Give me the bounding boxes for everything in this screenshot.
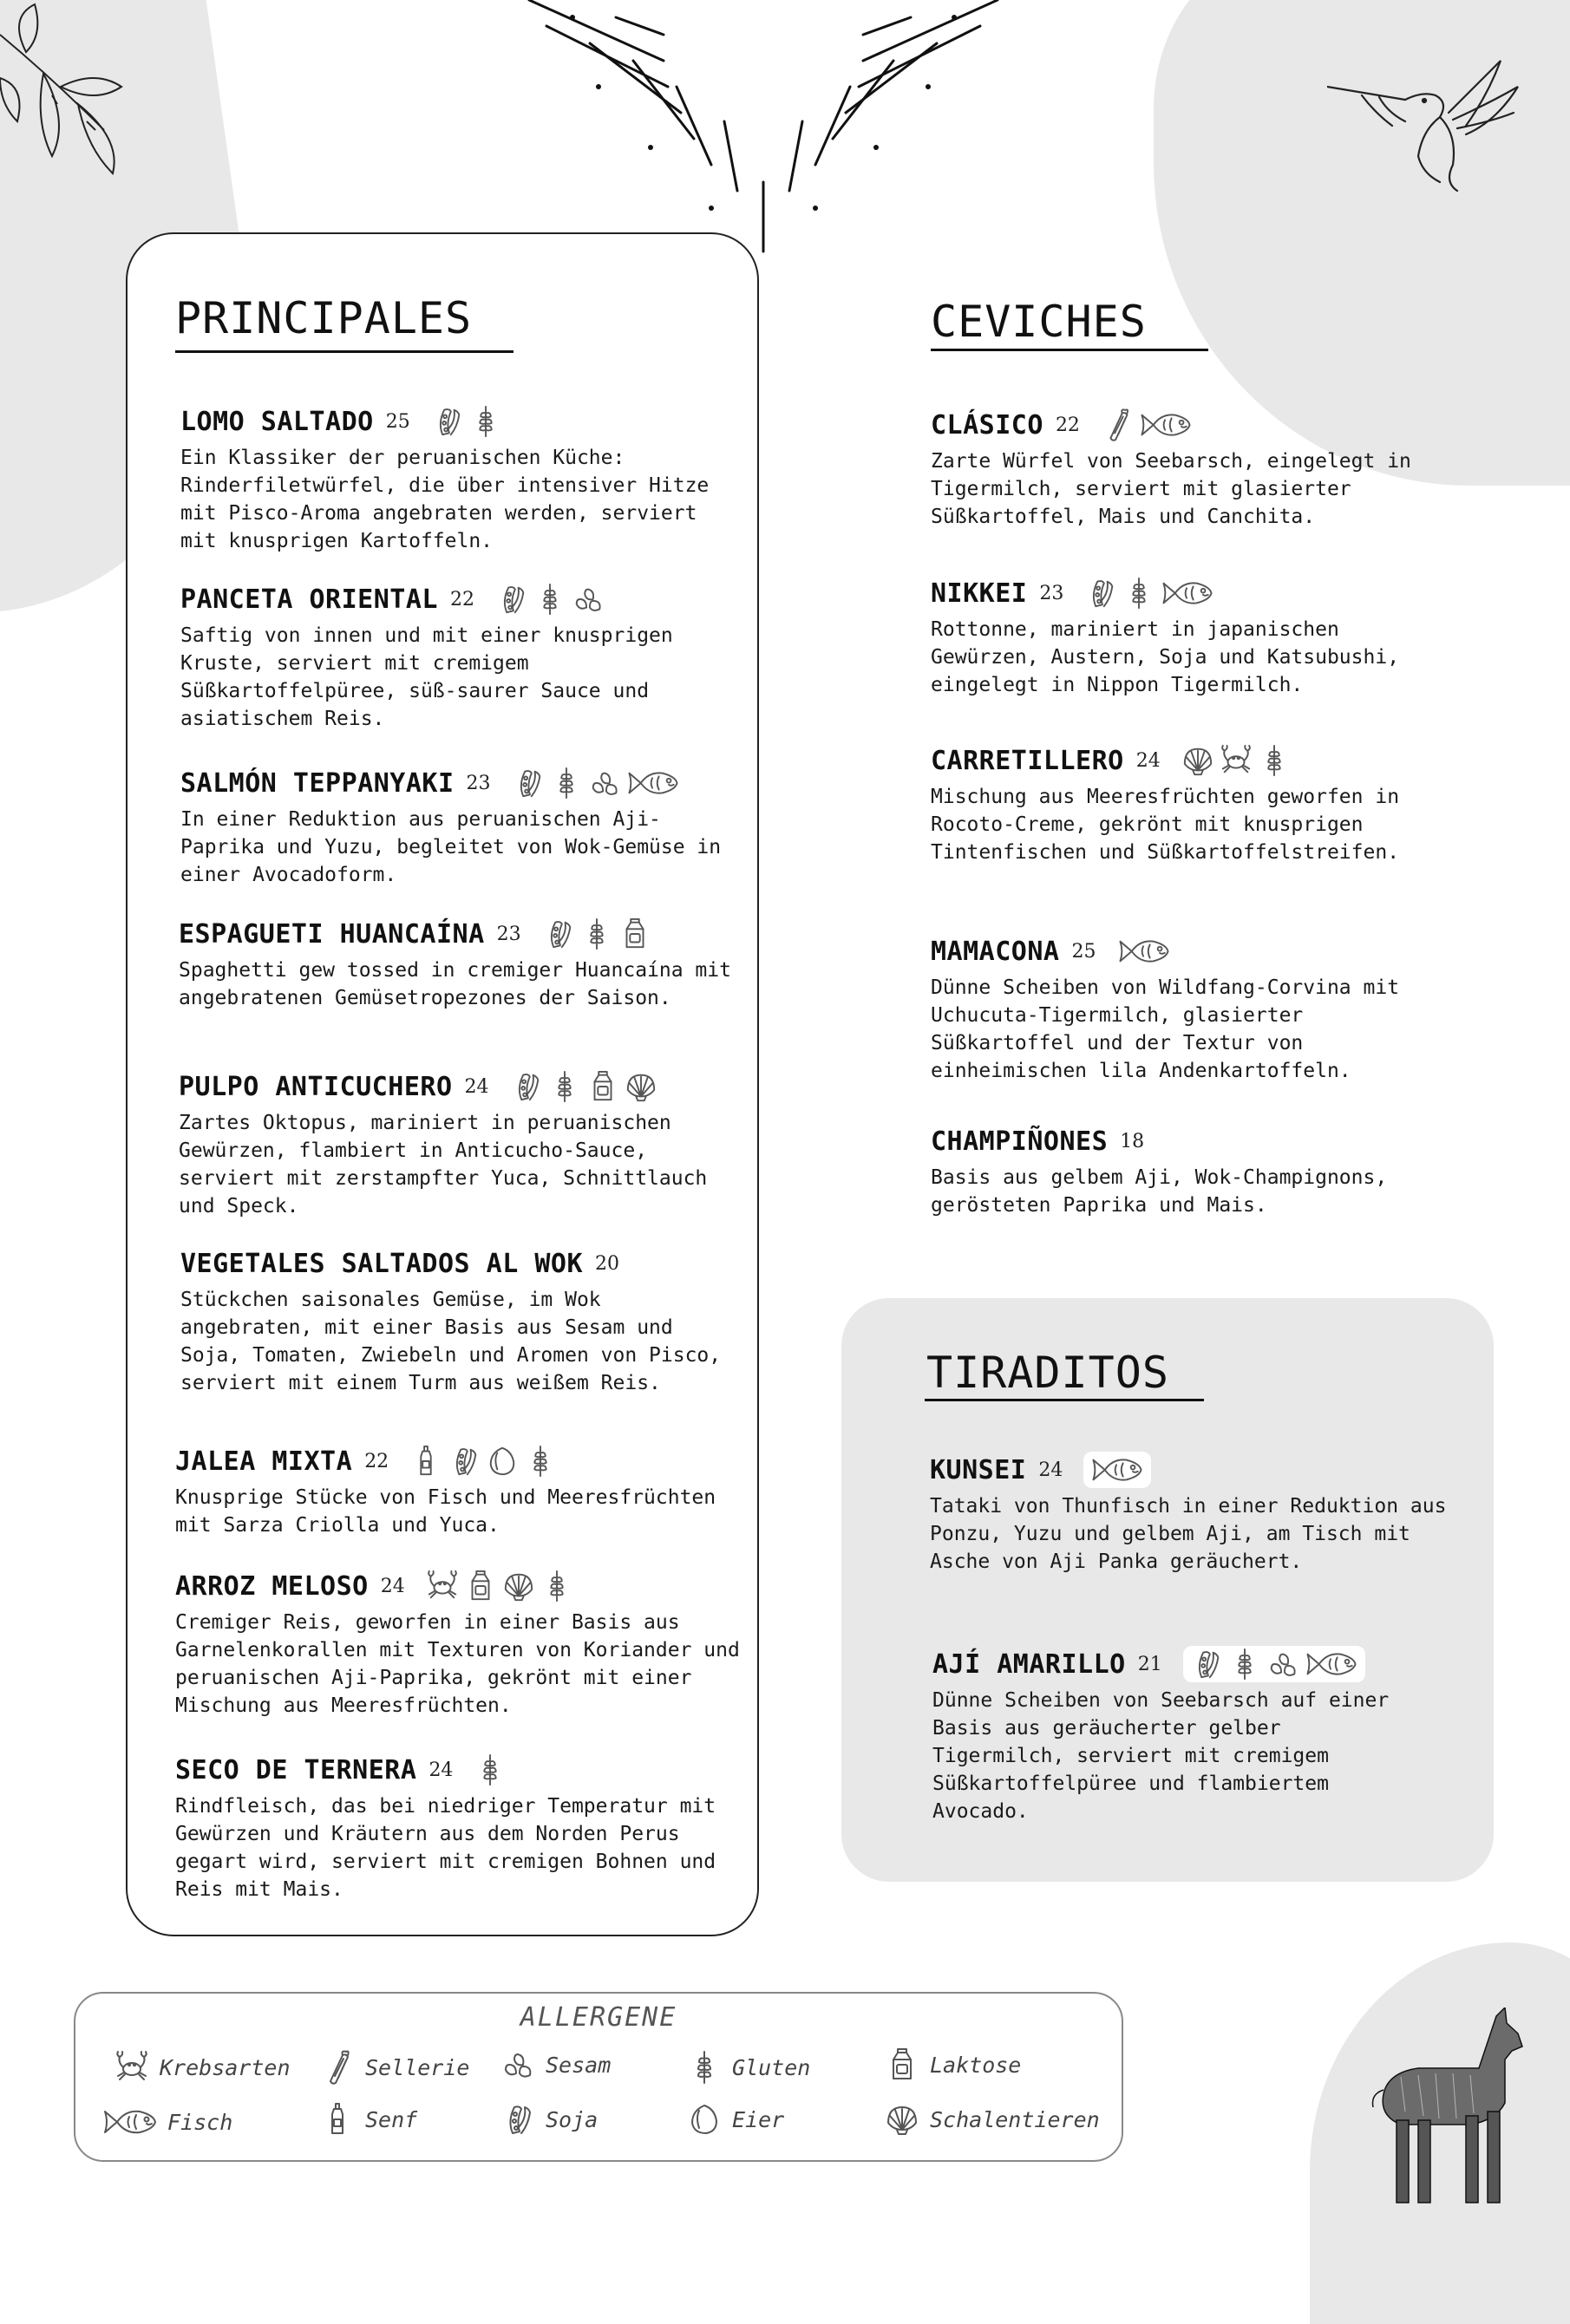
dish-description: Tataki von Thunfisch in einer Reduktion aus Ponzu, Yuzu und gelbem Aji, am Tisch mit Asche von Aji Panka geräuchert.: [930, 1495, 1447, 1573]
dish-description: Basis aus gelbem Aji, Wok-Champignons, gerösteten Paprika und Mais.: [931, 1166, 1388, 1217]
dish-description: Dünne Scheiben von Wildfang-Corvina mit Uchucuta-Tigermilch, glasierter Süßkartoffel und der Textur von einheimischen lila Andenkartoffeln.: [931, 976, 1400, 1082]
allergen-icons: [426, 1570, 573, 1603]
dish-description: Mischung aus Meeresfrüchten geworfen in Rocoto-Creme, gekrönt mit knusprigen Tintenfischen und Süßkartoffelstreifen.: [931, 786, 1400, 864]
dish-seco-de-ternera: [175, 1751, 730, 1903]
section-title-tiraditos: TIRADITOS: [926, 1348, 1169, 1398]
dish-salmon-teppanyaki: [180, 764, 736, 889]
fish-icon: [1161, 577, 1214, 610]
title-underline-principales: [175, 350, 514, 353]
alpaca-illustration-icon: [1366, 2007, 1548, 2211]
mustard-bottle-icon: [409, 1445, 442, 1478]
wheat-icon: [474, 1753, 507, 1786]
celery-icon: [320, 2050, 355, 2085]
allergen-item: [320, 2050, 469, 2085]
dish-name: ESPAGUETI HUANCAÍNA: [179, 918, 485, 950]
dish-description: Zarte Würfel von Seebarsch, eingelegt in Tigermilch, serviert mit glasierter Süßkartoffel, Mais und Canchita.: [931, 450, 1411, 528]
dish-name: SECO DE TERNERA: [175, 1754, 417, 1785]
dish-name: VEGETALES SALTADOS AL WOK: [180, 1248, 584, 1279]
allergen-icons: [1083, 1452, 1151, 1488]
soy-icon: [512, 767, 545, 800]
crab-icon: [426, 1570, 459, 1603]
mustard-bottle-icon: [320, 2102, 355, 2137]
sesame-icon: [572, 583, 605, 616]
dish-price: 23: [466, 772, 491, 794]
allergen-item: [114, 2050, 291, 2085]
allergen-label: Sesam: [546, 2052, 612, 2078]
dish-mamacona: [931, 932, 1434, 1085]
allergen-icons: [409, 1445, 557, 1478]
egg-icon: [687, 2102, 722, 2137]
wheat-icon: [550, 767, 583, 800]
allergen-label: Krebsarten: [160, 2054, 291, 2080]
dish-description: Ein Klassiker der peruanischen Küche: Rinderfiletwürfel, die über intensiver Hitze mit Pisco-Aroma angebraten werden, serviert mit knusprigen Kartoffeln.: [180, 447, 710, 552]
dish-description: Cremiger Reis, geworfen in einer Basis aus Garnelenkorallen mit Texturen von Koriander und peruanischen Aji-Paprika, gekrönt mit einer Mischung aus Meeresfrüchten.: [175, 1611, 740, 1717]
allergen-item: [320, 2102, 417, 2137]
allergen-label: Fisch: [167, 2109, 233, 2135]
allergen-icons: [1101, 408, 1193, 441]
dish-description: Rindfleisch, das bei niedriger Temperatur mit Gewürzen und Kräutern aus dem Norden Perus gegart wird, serviert mit cremigen Bohnen und Reis mit Mais.: [175, 1795, 716, 1901]
shell-icon: [1181, 744, 1214, 777]
dish-name: PANCETA ORIENTAL: [180, 584, 438, 615]
sesame-icon: [500, 2047, 535, 2082]
fish-icon: [1090, 1453, 1144, 1486]
fish-icon: [1305, 1648, 1358, 1681]
dish-description: In einer Reduktion aus peruanischen Aji-Paprika und Yuzu, begleitet von Wok-Gemüse in einer Avocadoform.: [180, 808, 722, 886]
dish-price: 23: [496, 923, 521, 945]
sun-rays-icon: [512, 0, 1015, 260]
wheat-icon: [524, 1445, 557, 1478]
dish-description: Spaghetti gew tossed in cremiger Huancaína mit angebratenen Gemüsetropezones der Saison.: [179, 959, 731, 1009]
dish-aji-amarillo: [932, 1645, 1418, 1825]
dish-description: Rottonne, mariniert in japanischen Gewürzen, Austern, Soja und Katsubushi, eingelegt in Nippon Tigermilch.: [931, 618, 1400, 696]
allergen-icons: [431, 405, 502, 438]
allergen-label: Schalentieren: [930, 2106, 1100, 2132]
fish-icon: [1139, 408, 1193, 441]
dish-name: ARROZ MELOSO: [175, 1570, 369, 1602]
wheat-icon: [687, 2050, 722, 2085]
dish-price: 24: [428, 1759, 454, 1781]
fish-icon: [103, 2105, 157, 2139]
dish-price: 24: [380, 1575, 405, 1597]
allergen-item: [687, 2102, 784, 2137]
fish-icon: [1117, 935, 1171, 968]
allergen-label: Laktose: [930, 2052, 1022, 2078]
dish-price: 18: [1120, 1130, 1145, 1152]
soy-icon: [542, 917, 575, 950]
dish-name: AJÍ AMARILLO: [932, 1648, 1126, 1680]
dish-description: Zartes Oktopus, mariniert in peruanischen Gewürzen, flambiert in Anticucho-Sauce, serviert mit zerstampfter Yuca, Schnittlauch und Speck.: [179, 1112, 708, 1217]
wheat-icon: [469, 405, 502, 438]
soy-icon: [431, 405, 464, 438]
allergen-label: Soja: [546, 2106, 599, 2132]
title-underline-ceviches: [931, 349, 1208, 351]
wheat-icon: [1122, 577, 1155, 610]
allergen-icons: [512, 767, 680, 800]
dish-arroz-meloso: [175, 1567, 740, 1720]
allergen-legend: [74, 1992, 1123, 2162]
allergen-legend-title: ALLERGENE: [520, 2002, 677, 2033]
allergen-icons: [1183, 1646, 1365, 1682]
dish-price: 22: [364, 1450, 389, 1472]
allergen-item: [500, 2047, 611, 2082]
dish-carretillero: [931, 741, 1434, 866]
dish-price: 22: [1055, 414, 1080, 436]
dish-jalea-mixta: [175, 1442, 730, 1539]
dish-name: PULPO ANTICUCHERO: [179, 1071, 453, 1102]
dish-champinones: [931, 1122, 1416, 1219]
allergen-item: [500, 2102, 598, 2137]
dish-espagueti-huancaina: [179, 915, 734, 1012]
dish-price: 22: [449, 588, 474, 610]
allergen-icons: [1084, 577, 1214, 610]
dish-nikkei: [931, 574, 1416, 699]
crab-icon: [114, 2050, 149, 2085]
dish-description: Saftig von innen und mit einer knusprigen Kruste, serviert mit cremigem Süßkartoffelpüree, süß-saurer Sauce und asiatischem Reis.: [180, 624, 673, 730]
dish-price: 24: [1135, 749, 1161, 772]
dish-name: CHAMPIÑONES: [931, 1126, 1109, 1157]
allergen-label: Sellerie: [365, 2054, 470, 2080]
dish-price: 21: [1137, 1653, 1162, 1675]
allergen-icons: [510, 1070, 657, 1103]
wheat-icon: [1228, 1648, 1261, 1681]
milk-carton-icon: [618, 917, 651, 950]
dish-price: 24: [464, 1075, 489, 1098]
hummingbird-illustration-icon: [1327, 52, 1527, 199]
section-title-ceviches: CEVICHES: [931, 297, 1147, 347]
wheat-icon: [540, 1570, 573, 1603]
soy-icon: [495, 583, 528, 616]
allergen-item: [885, 2102, 1100, 2137]
dish-price: 24: [1038, 1459, 1063, 1481]
dish-pulpo-anticuchero: [179, 1067, 734, 1220]
dish-lomo-saltado: [180, 402, 736, 555]
milk-carton-icon: [885, 2047, 919, 2082]
dish-description: Knusprige Stücke von Fisch und Meeresfrüchten mit Sarza Criolla und Yuca.: [175, 1486, 716, 1537]
wheat-icon: [533, 583, 566, 616]
milk-carton-icon: [586, 1070, 619, 1103]
wheat-icon: [548, 1070, 581, 1103]
dish-name: JALEA MIXTA: [175, 1446, 353, 1477]
shell-icon: [502, 1570, 535, 1603]
dish-description: Stückchen saisonales Gemüse, im Wok angebraten, mit einer Basis aus Sesam und Soja, Tomaten, Zwiebeln und Aromen von Pisco, serviert mit einem Turm aus weißem Reis.: [180, 1289, 722, 1394]
soy-icon: [448, 1445, 481, 1478]
dish-name: SALMÓN TEPPANYAKI: [180, 767, 455, 799]
dish-kunsei: [930, 1451, 1450, 1576]
milk-carton-icon: [464, 1570, 497, 1603]
allergen-label: Senf: [365, 2106, 418, 2132]
wheat-icon: [1258, 744, 1291, 777]
allergen-item: [885, 2047, 1021, 2082]
egg-icon: [486, 1445, 519, 1478]
shell-icon: [625, 1070, 657, 1103]
fish-icon: [626, 767, 680, 800]
allergen-item: [687, 2050, 810, 2085]
allergen-item: [103, 2105, 232, 2139]
flower-illustration-icon: [0, 0, 173, 199]
dish-panceta-oriental: [180, 580, 736, 733]
dish-name: LOMO SALTADO: [180, 406, 374, 437]
soy-icon: [500, 2102, 535, 2137]
allergen-icons: [542, 917, 651, 950]
dish-price: 20: [595, 1252, 620, 1275]
allergen-label: Eier: [732, 2106, 785, 2132]
dish-clasico: [931, 406, 1434, 531]
dish-name: KUNSEI: [930, 1454, 1027, 1485]
dish-name: CARRETILLERO: [931, 745, 1124, 776]
dish-price: 25: [1071, 940, 1096, 963]
dish-price: 25: [385, 410, 410, 433]
sesame-icon: [588, 767, 621, 800]
crab-icon: [1220, 744, 1253, 777]
section-title-principales: PRINCIPALES: [175, 293, 473, 343]
allergen-icons: [474, 1753, 507, 1786]
dish-vegetales-saltados: [180, 1244, 736, 1397]
celery-icon: [1101, 408, 1134, 441]
allergen-icons: [1117, 935, 1171, 968]
dish-price: 23: [1039, 582, 1064, 604]
dish-name: CLÁSICO: [931, 409, 1043, 441]
allergen-icons: [495, 583, 605, 616]
title-underline-tiraditos: [925, 1399, 1204, 1401]
dish-name: NIKKEI: [931, 578, 1028, 609]
soy-icon: [1084, 577, 1117, 610]
allergen-label: Gluten: [732, 2054, 811, 2080]
wheat-icon: [580, 917, 613, 950]
shell-icon: [885, 2102, 919, 2137]
dish-name: MAMACONA: [931, 936, 1060, 967]
sesame-icon: [1266, 1648, 1299, 1681]
soy-icon: [510, 1070, 543, 1103]
soy-icon: [1190, 1648, 1223, 1681]
dish-description: Dünne Scheiben von Seebarsch auf einer Basis aus geräucherter gelber Tigermilch, serviert mit cremigem Süßkartoffelpüree und flambiertem Avocado.: [932, 1689, 1390, 1823]
allergen-icons: [1181, 744, 1291, 777]
